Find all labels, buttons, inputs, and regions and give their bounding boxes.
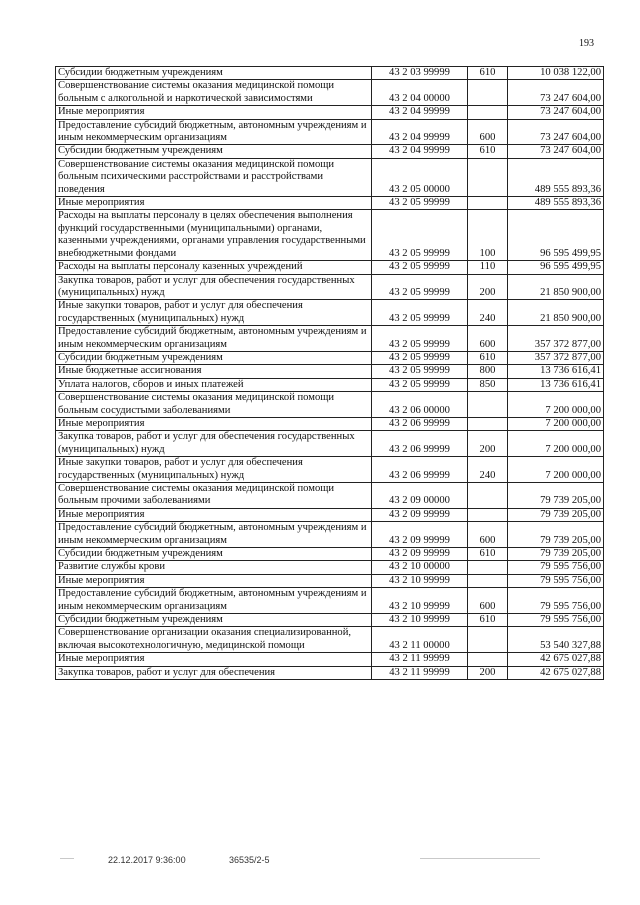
row-amount: 7 200 000,00 <box>508 457 604 483</box>
row-amount: 73 247 604,00 <box>508 119 604 145</box>
table-row <box>56 561 604 574</box>
row-amount: 357 372 877,00 <box>508 326 604 352</box>
row-amount: 96 595 499,95 <box>508 210 604 261</box>
row-code: 43 2 10 00000 <box>372 561 468 574</box>
row-code: 43 2 04 00000 <box>372 80 468 106</box>
row-expense-type: 200 <box>468 431 508 457</box>
row-code: 43 2 10 99999 <box>372 588 468 614</box>
row-amount: 489 555 893,36 <box>508 158 604 196</box>
row-code: 43 2 10 99999 <box>372 574 468 587</box>
row-name: Иные мероприятия <box>56 574 372 587</box>
row-expense-type: 600 <box>468 522 508 548</box>
table-row <box>56 326 604 352</box>
row-name: Совершенствование организации оказания специализированной, включая высокотехнологичную, медицинской помощи <box>56 627 372 653</box>
row-amount: 21 850 900,00 <box>508 300 604 326</box>
table-row <box>56 483 604 509</box>
table-row <box>56 508 604 521</box>
row-expense-type: 110 <box>468 261 508 274</box>
footer-datetime: 22.12.2017 9:36:00 <box>108 855 186 865</box>
row-amount: 79 739 205,00 <box>508 548 604 561</box>
row-name: Совершенствование системы оказания медицинской помощи больным психическими расстройствами и расстройствами поведения <box>56 158 372 196</box>
row-code: 43 2 05 99999 <box>372 378 468 391</box>
row-expense-type <box>468 653 508 666</box>
row-amount: 79 595 756,00 <box>508 574 604 587</box>
table-row <box>56 548 604 561</box>
row-expense-type <box>468 417 508 430</box>
table-row <box>56 574 604 587</box>
table-row <box>56 457 604 483</box>
row-name: Совершенствование системы оказания медицинской помощи больным с алкогольной и наркотической зависимостями <box>56 80 372 106</box>
row-code: 43 2 05 00000 <box>372 158 468 196</box>
row-expense-type: 100 <box>468 210 508 261</box>
row-expense-type <box>468 392 508 418</box>
table-row <box>56 274 604 300</box>
table-row <box>56 197 604 210</box>
row-name: Предоставление субсидий бюджетным, автономным учреждениям и иным некоммерческим организациям <box>56 588 372 614</box>
row-name: Иные закупки товаров, работ и услуг для обеспечения государственных (муниципальных) нужд <box>56 300 372 326</box>
row-code: 43 2 11 99999 <box>372 653 468 666</box>
table-row <box>56 653 604 666</box>
row-amount: 13 736 616,41 <box>508 378 604 391</box>
row-name: Закупка товаров, работ и услуг для обеспечения <box>56 666 372 679</box>
row-amount: 73 247 604,00 <box>508 80 604 106</box>
row-name: Субсидии бюджетным учреждениям <box>56 614 372 627</box>
row-code: 43 2 05 99999 <box>372 261 468 274</box>
row-expense-type: 610 <box>468 67 508 80</box>
row-amount: 357 372 877,00 <box>508 351 604 364</box>
table-row <box>56 522 604 548</box>
row-name: Совершенствование системы оказания медицинской помощи больным сосудистыми заболеваниями <box>56 392 372 418</box>
row-amount: 96 595 499,95 <box>508 261 604 274</box>
row-code: 43 2 04 99999 <box>372 145 468 158</box>
table-row <box>56 119 604 145</box>
row-amount: 42 675 027,88 <box>508 666 604 679</box>
row-expense-type <box>468 80 508 106</box>
row-code: 43 2 05 99999 <box>372 365 468 378</box>
row-amount: 7 200 000,00 <box>508 417 604 430</box>
page-number: 193 <box>579 38 594 49</box>
row-amount: 13 736 616,41 <box>508 365 604 378</box>
row-code: 43 2 05 99999 <box>372 274 468 300</box>
row-name: Иные бюджетные ассигнования <box>56 365 372 378</box>
row-expense-type: 600 <box>468 119 508 145</box>
table-row <box>56 431 604 457</box>
row-expense-type: 600 <box>468 326 508 352</box>
row-code: 43 2 09 99999 <box>372 508 468 521</box>
row-name: Иные мероприятия <box>56 508 372 521</box>
row-expense-type: 200 <box>468 666 508 679</box>
row-name: Иные мероприятия <box>56 653 372 666</box>
row-code: 43 2 11 00000 <box>372 627 468 653</box>
table-row <box>56 614 604 627</box>
row-expense-type <box>468 483 508 509</box>
table-row <box>56 378 604 391</box>
table-row <box>56 158 604 196</box>
table-row <box>56 210 604 261</box>
scan-artifact <box>60 858 74 859</box>
row-code: 43 2 05 99999 <box>372 300 468 326</box>
row-code: 43 2 04 99999 <box>372 106 468 119</box>
scan-artifact <box>420 858 540 859</box>
row-name: Предоставление субсидий бюджетным, автономным учреждениям и иным некоммерческим организациям <box>56 119 372 145</box>
row-code: 43 2 06 99999 <box>372 431 468 457</box>
row-code: 43 2 11 99999 <box>372 666 468 679</box>
row-expense-type: 240 <box>468 457 508 483</box>
row-name: Расходы на выплаты персоналу казенных учреждений <box>56 261 372 274</box>
row-code: 43 2 09 00000 <box>372 483 468 509</box>
row-amount: 42 675 027,88 <box>508 653 604 666</box>
row-expense-type: 610 <box>468 145 508 158</box>
row-expense-type: 200 <box>468 274 508 300</box>
row-expense-type: 610 <box>468 614 508 627</box>
budget-table-body <box>56 67 604 680</box>
row-name: Иные закупки товаров, работ и услуг для обеспечения государственных (муниципальных) нужд <box>56 457 372 483</box>
row-amount: 73 247 604,00 <box>508 106 604 119</box>
row-code: 43 2 05 99999 <box>372 351 468 364</box>
row-amount: 10 038 122,00 <box>508 67 604 80</box>
table-row <box>56 106 604 119</box>
row-expense-type: 600 <box>468 588 508 614</box>
row-code: 43 2 06 99999 <box>372 417 468 430</box>
row-amount: 7 200 000,00 <box>508 392 604 418</box>
row-name: Субсидии бюджетным учреждениям <box>56 351 372 364</box>
row-code: 43 2 06 00000 <box>372 392 468 418</box>
row-code: 43 2 05 99999 <box>372 210 468 261</box>
table-row <box>56 145 604 158</box>
table-row <box>56 80 604 106</box>
table-row <box>56 417 604 430</box>
row-amount: 79 595 756,00 <box>508 588 604 614</box>
row-name: Уплата налогов, сборов и иных платежей <box>56 378 372 391</box>
table-row <box>56 627 604 653</box>
row-expense-type <box>468 158 508 196</box>
row-expense-type <box>468 627 508 653</box>
row-amount: 79 739 205,00 <box>508 483 604 509</box>
row-amount: 79 739 205,00 <box>508 522 604 548</box>
row-name: Совершенствование системы оказания медицинской помощи больным прочими заболеваниями <box>56 483 372 509</box>
row-amount: 53 540 327,88 <box>508 627 604 653</box>
row-name: Закупка товаров, работ и услуг для обеспечения государственных (муниципальных) нужд <box>56 431 372 457</box>
row-expense-type <box>468 197 508 210</box>
row-code: 43 2 04 99999 <box>372 119 468 145</box>
row-expense-type: 610 <box>468 548 508 561</box>
table-row <box>56 261 604 274</box>
row-name: Субсидии бюджетным учреждениям <box>56 67 372 80</box>
row-name: Субсидии бюджетным учреждениям <box>56 145 372 158</box>
row-expense-type: 800 <box>468 365 508 378</box>
row-amount: 73 247 604,00 <box>508 145 604 158</box>
row-amount: 7 200 000,00 <box>508 431 604 457</box>
table-row <box>56 365 604 378</box>
row-name: Иные мероприятия <box>56 197 372 210</box>
budget-table <box>55 66 604 680</box>
row-name: Предоставление субсидий бюджетным, автономным учреждениям и иным некоммерческим организациям <box>56 522 372 548</box>
table-row <box>56 300 604 326</box>
table-row <box>56 351 604 364</box>
row-name: Субсидии бюджетным учреждениям <box>56 548 372 561</box>
row-name: Иные мероприятия <box>56 106 372 119</box>
row-amount: 489 555 893,36 <box>508 197 604 210</box>
row-name: Закупка товаров, работ и услуг для обеспечения государственных (муниципальных) нужд <box>56 274 372 300</box>
row-code: 43 2 05 99999 <box>372 326 468 352</box>
row-amount: 79 595 756,00 <box>508 561 604 574</box>
row-code: 43 2 03 99999 <box>372 67 468 80</box>
footer-doc-id: 36535/2-5 <box>229 855 270 865</box>
row-expense-type <box>468 561 508 574</box>
row-expense-type: 610 <box>468 351 508 364</box>
row-code: 43 2 10 99999 <box>372 614 468 627</box>
table-row <box>56 67 604 80</box>
row-expense-type <box>468 106 508 119</box>
row-amount: 79 739 205,00 <box>508 508 604 521</box>
row-name: Расходы на выплаты персоналу в целях обеспечения выполнения функций государственными (муниципальными) органами, казенными учреждениями, органами управления государственными внебюджетными фондами <box>56 210 372 261</box>
table-row <box>56 392 604 418</box>
row-expense-type <box>468 574 508 587</box>
row-code: 43 2 09 99999 <box>372 548 468 561</box>
row-name: Развитие службы крови <box>56 561 372 574</box>
table-row <box>56 666 604 679</box>
row-expense-type <box>468 508 508 521</box>
row-name: Предоставление субсидий бюджетным, автономным учреждениям и иным некоммерческим организациям <box>56 326 372 352</box>
row-amount: 21 850 900,00 <box>508 274 604 300</box>
row-name: Иные мероприятия <box>56 417 372 430</box>
row-code: 43 2 09 99999 <box>372 522 468 548</box>
row-expense-type: 850 <box>468 378 508 391</box>
row-expense-type: 240 <box>468 300 508 326</box>
row-amount: 79 595 756,00 <box>508 614 604 627</box>
row-code: 43 2 06 99999 <box>372 457 468 483</box>
row-code: 43 2 05 99999 <box>372 197 468 210</box>
table-row <box>56 588 604 614</box>
